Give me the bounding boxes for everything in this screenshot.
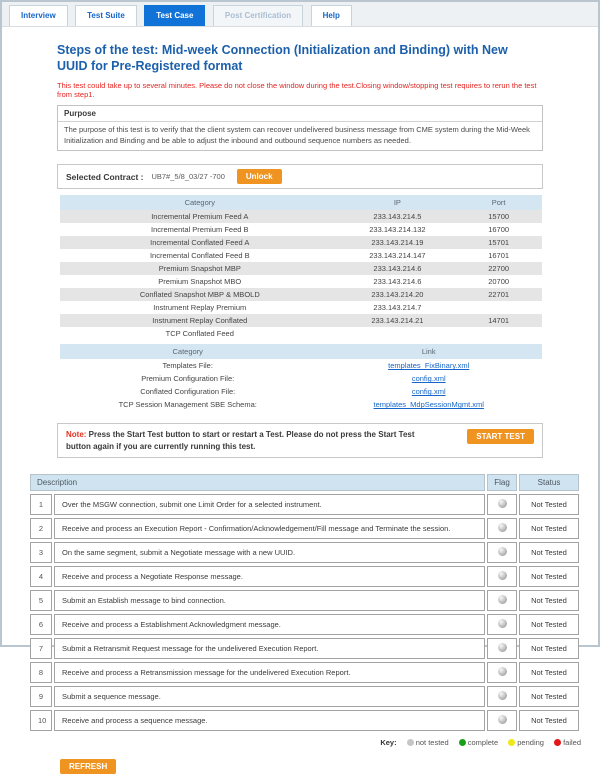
feed-port: 20700 <box>488 277 510 287</box>
link-category: Premium Configuration File: <box>141 374 235 384</box>
feed-port: 22701 <box>455 288 542 301</box>
feed-category: Conflated Snapshot MBP & MBOLD <box>60 288 340 301</box>
step-status: Not Tested <box>519 494 579 515</box>
warning-text: This test could take up to several minutes. Please do not close the window during the test.Closing window/stopping test requires to rerun the test from step1. <box>57 81 537 100</box>
feed-port: 22700 <box>455 262 542 275</box>
purpose-header: Purpose <box>58 106 542 122</box>
feed-category: Premium Snapshot MBO <box>158 277 242 287</box>
feed-category: Instrument Replay Conflated <box>60 314 340 327</box>
step-row <box>30 686 579 707</box>
step-description: Over the MSGW connection, submit one Limit Order for a selected instrument. <box>54 494 485 515</box>
link-category: TCP Session Management SBE Schema: <box>118 400 257 410</box>
feed-ip: 233.143.214.7 <box>373 303 422 313</box>
step-row <box>30 566 579 587</box>
step-status: Not Tested <box>519 710 579 731</box>
step-number: 1 <box>30 494 52 515</box>
step-row <box>30 518 579 539</box>
complete-dot-icon <box>459 739 466 746</box>
step-status: Not Tested <box>519 566 579 587</box>
feed-col-ip: IP <box>340 195 456 210</box>
step-description: Receive and process an Execution Report - Confirmation/Acknowledgement/Fill message and Terminate the session. <box>54 518 485 539</box>
step-description: Receive and process a sequence message. <box>54 710 485 731</box>
feed-ip: 233.143.214.6 <box>340 262 456 275</box>
links-col-category: Category <box>60 344 315 359</box>
unlock-button[interactable]: Unlock <box>237 169 282 184</box>
flag-indicator-icon <box>498 523 507 532</box>
step-description: Submit a sequence message. <box>54 686 485 707</box>
feed-category: Incremental Premium Feed A <box>60 210 340 223</box>
key-label: Key: <box>380 738 397 748</box>
purpose-box <box>57 105 543 151</box>
feed-table <box>60 195 542 340</box>
flag-indicator-icon <box>498 691 507 700</box>
steps-table <box>28 471 581 734</box>
sbe-schema-link[interactable]: templates_MdpSessionMgmt.xml <box>373 400 484 410</box>
link-category: Conflated Configuration File: <box>140 387 236 397</box>
start-test-button[interactable]: START TEST <box>467 429 534 444</box>
table-row <box>60 288 542 301</box>
key-item-label: failed <box>563 738 581 748</box>
step-number: 3 <box>30 542 52 563</box>
status-key-legend <box>2 738 581 747</box>
step-row <box>30 542 579 563</box>
table-row <box>60 372 542 385</box>
table-row <box>60 398 542 411</box>
step-row <box>30 590 579 611</box>
flag-indicator-icon <box>498 499 507 508</box>
step-description: Submit an Establish message to bind connection. <box>54 590 485 611</box>
table-row <box>60 314 542 327</box>
selected-contract-value: UB7#_5/8_03/27 -700 <box>151 172 225 182</box>
feed-category: Incremental Conflated Feed A <box>60 236 340 249</box>
conflated-config-link[interactable]: config.xml <box>411 387 446 397</box>
step-number: 6 <box>30 614 52 635</box>
feed-ip: 233.143.214.20 <box>340 288 456 301</box>
table-row <box>60 385 542 398</box>
tab-bar <box>2 2 598 27</box>
step-status: Not Tested <box>519 614 579 635</box>
step-status: Not Tested <box>519 590 579 611</box>
pending-dot-icon <box>508 739 515 746</box>
key-item-label: not tested <box>415 738 449 748</box>
step-number: 8 <box>30 662 52 683</box>
tab-test-case[interactable]: Test Case <box>144 5 205 26</box>
key-item-label: pending <box>517 738 544 748</box>
step-description: On the same segment, submit a Negotiate message with a new UUID. <box>54 542 485 563</box>
table-row <box>60 359 542 372</box>
feed-port: 15701 <box>455 236 542 249</box>
feed-category: Premium Snapshot MBP <box>60 262 340 275</box>
feed-category: Incremental Premium Feed B <box>151 225 249 235</box>
purpose-body: The purpose of this test is to verify that the client system can recover undelivered business message from CME system during the Mid-Week Initialization and Binding and be able to adjust the inbound and outbound sequence numbers as needed. <box>64 125 530 145</box>
links-table-header <box>60 344 542 359</box>
feed-port: 16701 <box>488 251 510 261</box>
steps-col-status: Status <box>519 474 579 491</box>
flag-indicator-icon <box>498 667 507 676</box>
feed-col-port: Port <box>455 195 542 210</box>
feed-ip: 233.143.214.132 <box>369 225 426 235</box>
step-row <box>30 662 579 683</box>
refresh-button[interactable]: REFRESH <box>60 759 116 774</box>
tab-interview[interactable]: Interview <box>9 5 68 26</box>
step-number: 5 <box>30 590 52 611</box>
failed-dot-icon <box>554 739 561 746</box>
step-status: Not Tested <box>519 638 579 659</box>
table-row <box>60 262 542 275</box>
feed-ip <box>340 327 456 340</box>
note-text: Note: Press the Start Test button to start or restart a Test. Please do not press the Start Test button again if you are currently running this test. <box>66 430 415 451</box>
not-tested-dot-icon <box>407 739 414 746</box>
flag-indicator-icon <box>498 571 507 580</box>
table-row <box>60 210 542 223</box>
step-description: Receive and process a Establishment Acknowledgment message. <box>54 614 485 635</box>
key-item-label: complete <box>467 738 499 748</box>
step-status: Not Tested <box>519 518 579 539</box>
table-row <box>60 275 542 288</box>
feed-col-category: Category <box>60 195 340 210</box>
feed-port: 14701 <box>455 314 542 327</box>
step-number: 4 <box>30 566 52 587</box>
feed-ip: 233.143.214.21 <box>340 314 456 327</box>
templates-file-link[interactable]: templates_FixBinary.xml <box>388 361 470 371</box>
tab-test-suite[interactable]: Test Suite <box>75 5 137 26</box>
links-col-link: Link <box>315 344 542 359</box>
step-number: 10 <box>30 710 52 731</box>
step-number: 7 <box>30 638 52 659</box>
step-row <box>30 710 579 731</box>
step-description: Receive and process a Negotiate Response message. <box>54 566 485 587</box>
step-status: Not Tested <box>519 686 579 707</box>
step-number: 9 <box>30 686 52 707</box>
selected-contract-box <box>57 164 543 189</box>
step-status: Not Tested <box>519 542 579 563</box>
step-row <box>30 494 579 515</box>
feed-port <box>455 301 542 314</box>
step-description: Receive and process a Retransmission message for the undelivered Execution Report. <box>54 662 485 683</box>
step-row <box>30 638 579 659</box>
tab-post-certification: Post Certification <box>213 5 303 26</box>
steps-col-description: Description <box>30 474 485 491</box>
tab-help[interactable]: Help <box>311 5 352 26</box>
feed-ip: 233.143.214.5 <box>340 210 456 223</box>
step-description: Submit a Retransmit Request message for the undelivered Execution Report. <box>54 638 485 659</box>
premium-config-link[interactable]: config.xml <box>411 374 446 384</box>
links-table <box>60 344 542 411</box>
step-status: Not Tested <box>519 662 579 683</box>
feed-ip: 233.143.214.19 <box>340 236 456 249</box>
flag-indicator-icon <box>498 643 507 652</box>
table-row <box>60 327 542 340</box>
feed-port <box>455 327 542 340</box>
feed-port: 15700 <box>455 210 542 223</box>
table-row <box>60 249 542 262</box>
selected-contract-label: Selected Contract : <box>66 171 144 182</box>
step-number: 2 <box>30 518 52 539</box>
note-label: Note: <box>66 430 87 440</box>
step-row <box>30 614 579 635</box>
feed-category: Incremental Conflated Feed B <box>149 251 250 261</box>
table-row <box>60 301 542 314</box>
flag-indicator-icon <box>498 619 507 628</box>
feed-category: Instrument Replay Premium <box>153 303 247 313</box>
feed-ip: 233.143.214.6 <box>373 277 422 287</box>
link-category: Templates File: <box>162 361 213 371</box>
flag-indicator-icon <box>498 715 507 724</box>
flag-indicator-icon <box>498 547 507 556</box>
feed-table-header <box>60 195 542 210</box>
feed-port: 16700 <box>488 225 510 235</box>
steps-table-header <box>30 474 579 491</box>
flag-indicator-icon <box>498 595 507 604</box>
steps-col-flag: Flag <box>487 474 517 491</box>
table-row <box>60 223 542 236</box>
note-box <box>57 423 543 458</box>
page-title: Steps of the test: Mid-week Connection (Initialization and Binding) with New UUID for Pre-Registered format <box>57 43 508 73</box>
table-row <box>60 236 542 249</box>
feed-ip: 233.143.214.147 <box>369 251 426 261</box>
feed-category: TCP Conflated Feed <box>165 329 234 339</box>
